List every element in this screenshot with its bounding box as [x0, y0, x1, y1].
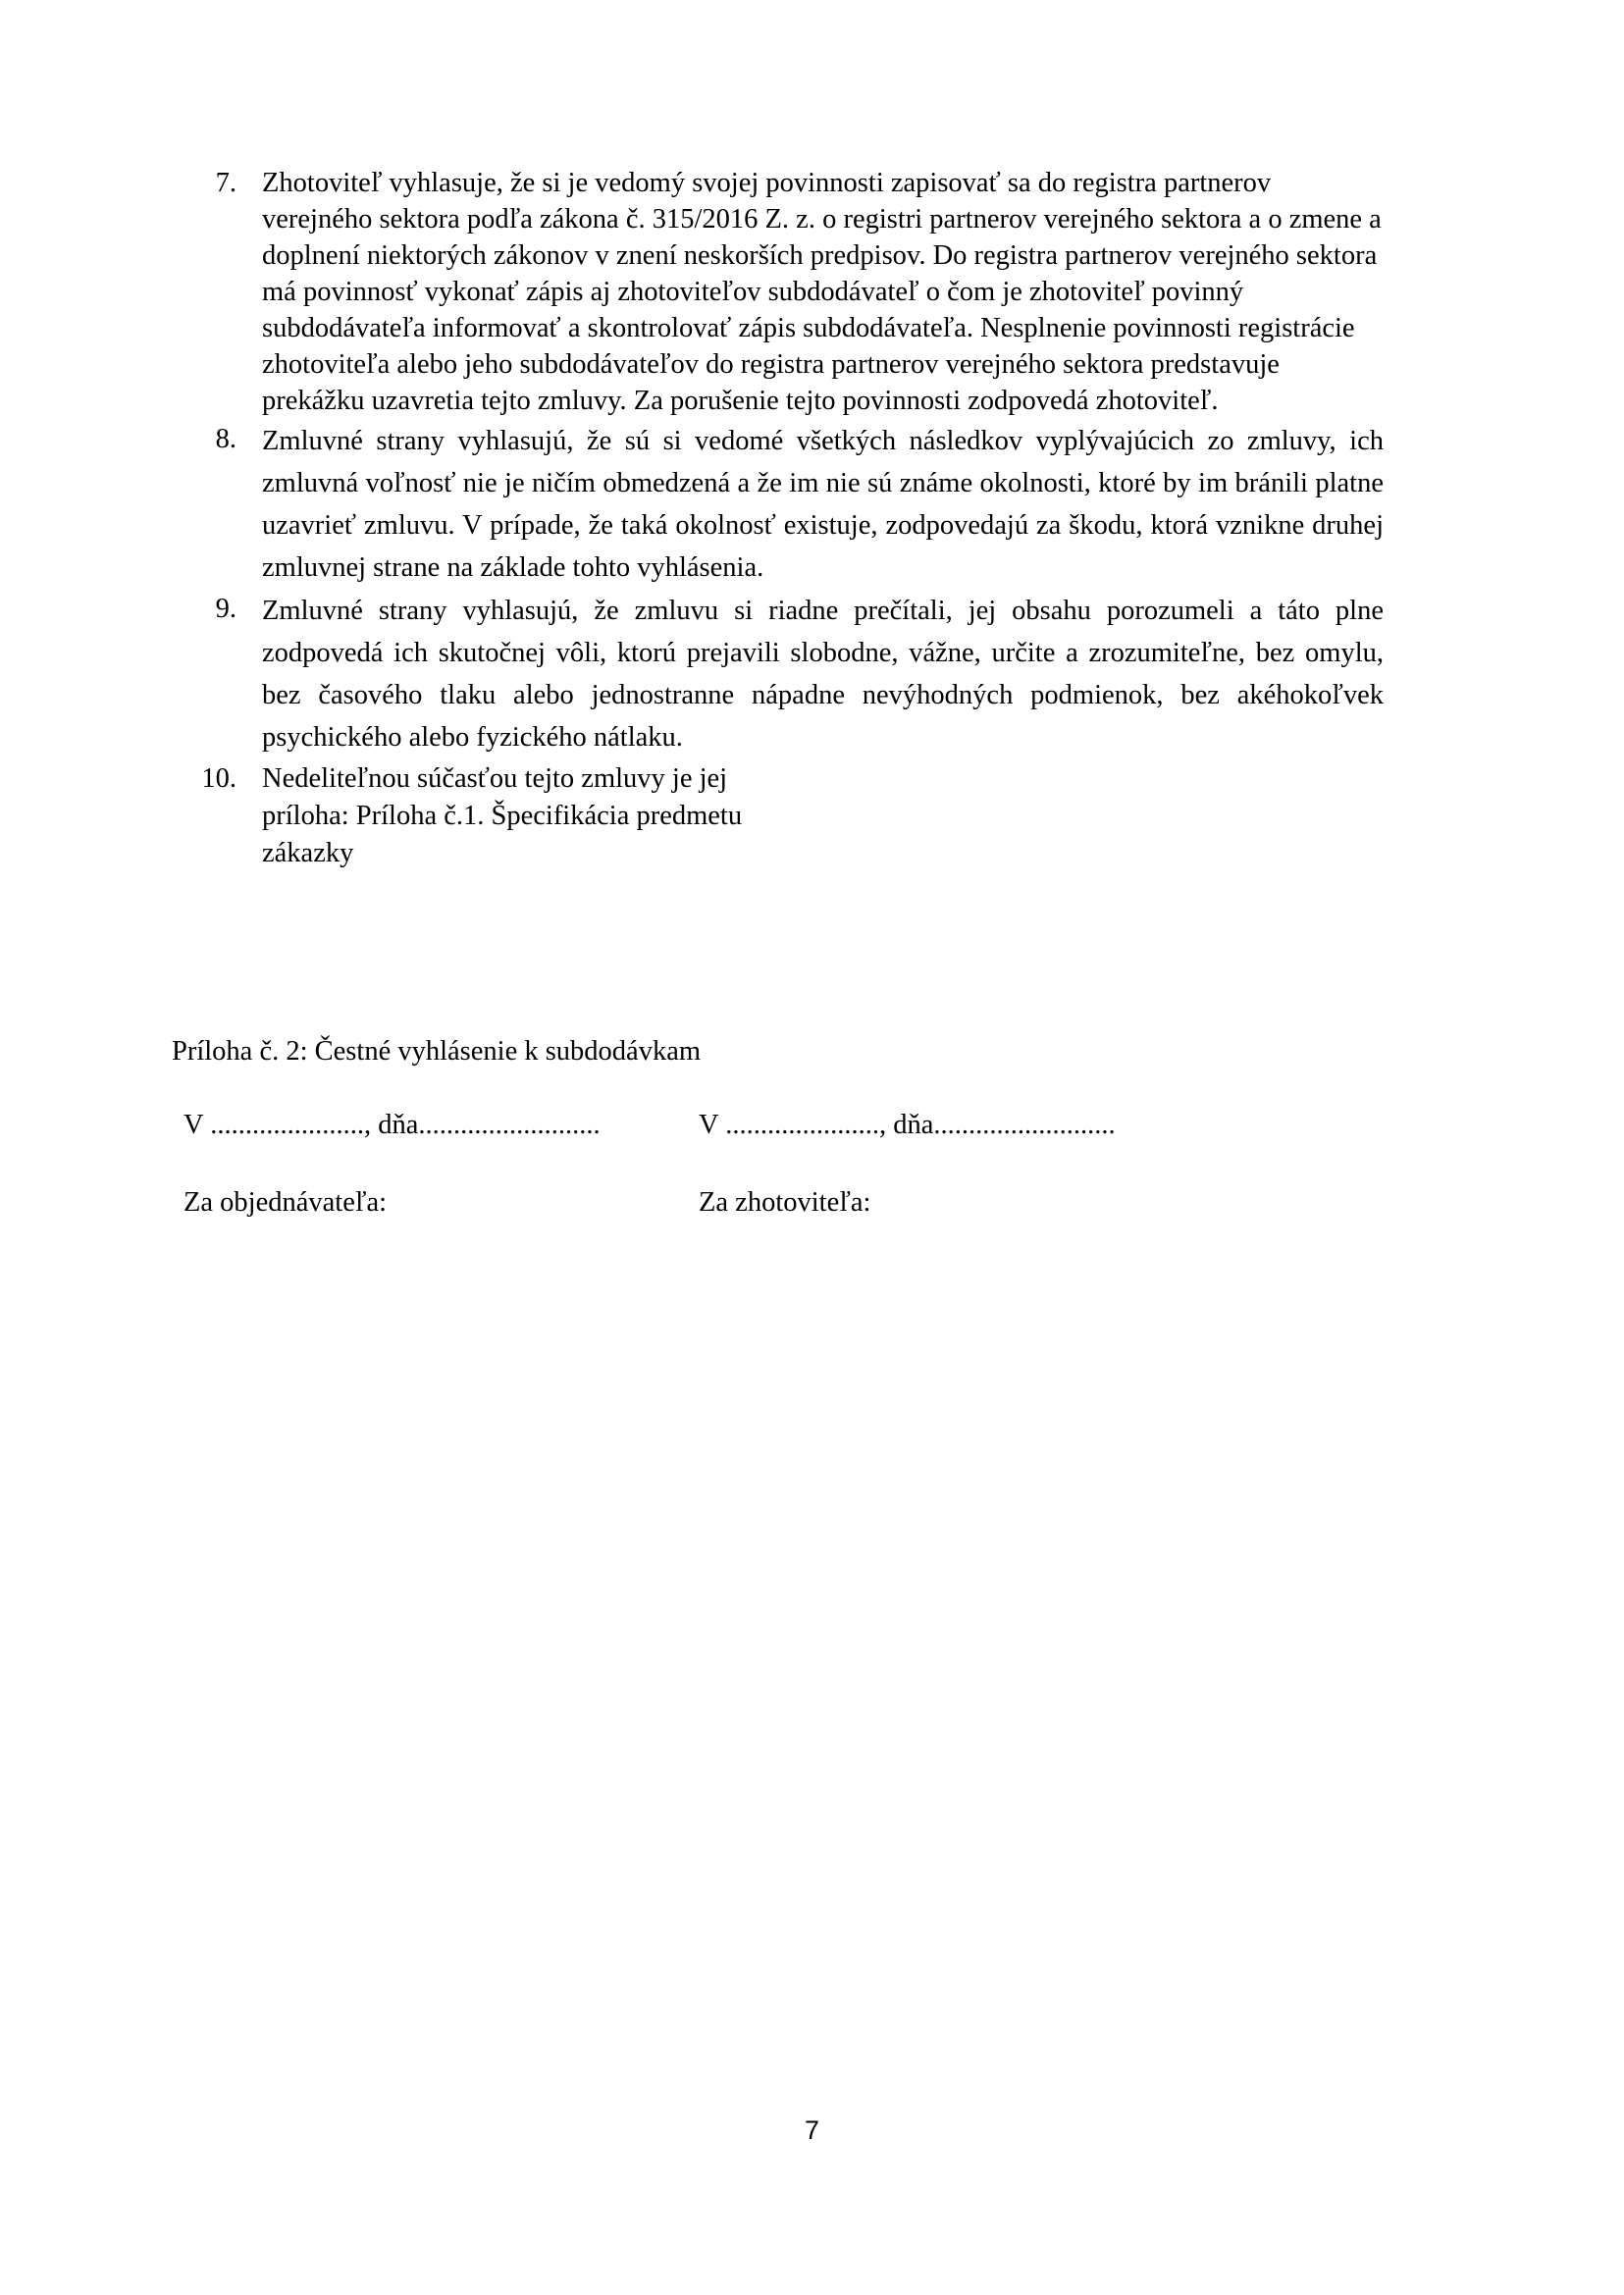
attachment-reference-line: Príloha č. 2: Čestné vyhlásenie k subdodávkam [172, 1036, 702, 1067]
signature-place-date-contractor: V ......................, dňa.......................... [699, 1110, 1116, 1140]
clause-marker-10: 10. [201, 763, 236, 795]
signature-area [172, 1107, 1447, 1264]
signature-place-date-client: V ......................, dňa.......................... [183, 1110, 601, 1140]
clause-item-10 [172, 760, 1384, 872]
clause-marker-9: 9. [215, 594, 236, 625]
clause-item-9 [172, 591, 1384, 758]
clause-text-9: Zmluvné strany vyhlasujú, že zmluvu si riadne prečítali, jej obsahu porozumeli a táto plne zodpovedá ich skutočnej vôli, ktorú prejavili slobodne, vážne, určite a zrozumiteľne, bez omylu, bez časového tlaku alebo jednostranne nápadne nevýhodných podmienok, bez akéhokoľvek psychického alebo fyzického nátlaku. [262, 596, 1384, 753]
clause-item-8 [172, 421, 1384, 589]
signature-block-client [183, 1107, 601, 1221]
signature-block-contractor [699, 1107, 1116, 1221]
clause-text-10-line-1: Nedeliteľnou súčasťou tejto zmluvy je jej [262, 763, 728, 795]
clause-item-7 [172, 165, 1384, 419]
document-body [172, 165, 1384, 1219]
clause-text-7: Zhotoviteľ vyhlasuje, že si je vedomý svojej povinnosti zapisovať sa do registra partnerov verejného sektora podľa zákona č. 315/2016 Z. z. o registri partnerov verejného sektora a o zmene a doplnení niektorých zákonov v znení neskorších predpisov. Do registra partnerov verejného sektora má povinnosť vykonať zápis aj zhotoviteľov subdodávateľ o čom je zhotoviteľ povinný subdodávateľa informovať a skontrolovať zápis subdodávateľa. Nesplnenie povinnosti registrácie zhotoviteľa alebo jeho subdodávateľov do registra partnerov verejného sektora predstavuje prekážku uzavretia tejto zmluvy. Za porušenie tejto povinnosti zodpovedá zhotoviteľ. [262, 168, 1382, 417]
clause-text-10-line-2: príloha: Príloha č.1. Špecifikácia predmetu [262, 801, 743, 832]
clause-text-10 [262, 760, 1384, 872]
signature-role-client: Za objednávateľa: [183, 1187, 388, 1219]
clause-marker-8: 8. [215, 424, 236, 455]
clause-marker-7: 7. [215, 168, 236, 198]
signature-role-contractor: Za zhotoviteľa: [699, 1187, 871, 1219]
clause-text-8: Zmluvné strany vyhlasujú, že sú si vedomé všetkých následkov vyplývajúcich zo zmluvy, ich zmluvná voľnosť nie je ničím obmedzená a že im nie sú známe okolnosti, ktoré by im bránili platne uzavrieť zmluvu. V prípade, že taká okolnosť existuje, zodpovedajú za škodu, ktorá vznikne druhej zmluvnej strane na základe tohto vyhlásenia. [262, 426, 1384, 583]
page-number: 7 [804, 2115, 820, 2145]
clause-text-10-line-3: zákazky [262, 838, 354, 869]
